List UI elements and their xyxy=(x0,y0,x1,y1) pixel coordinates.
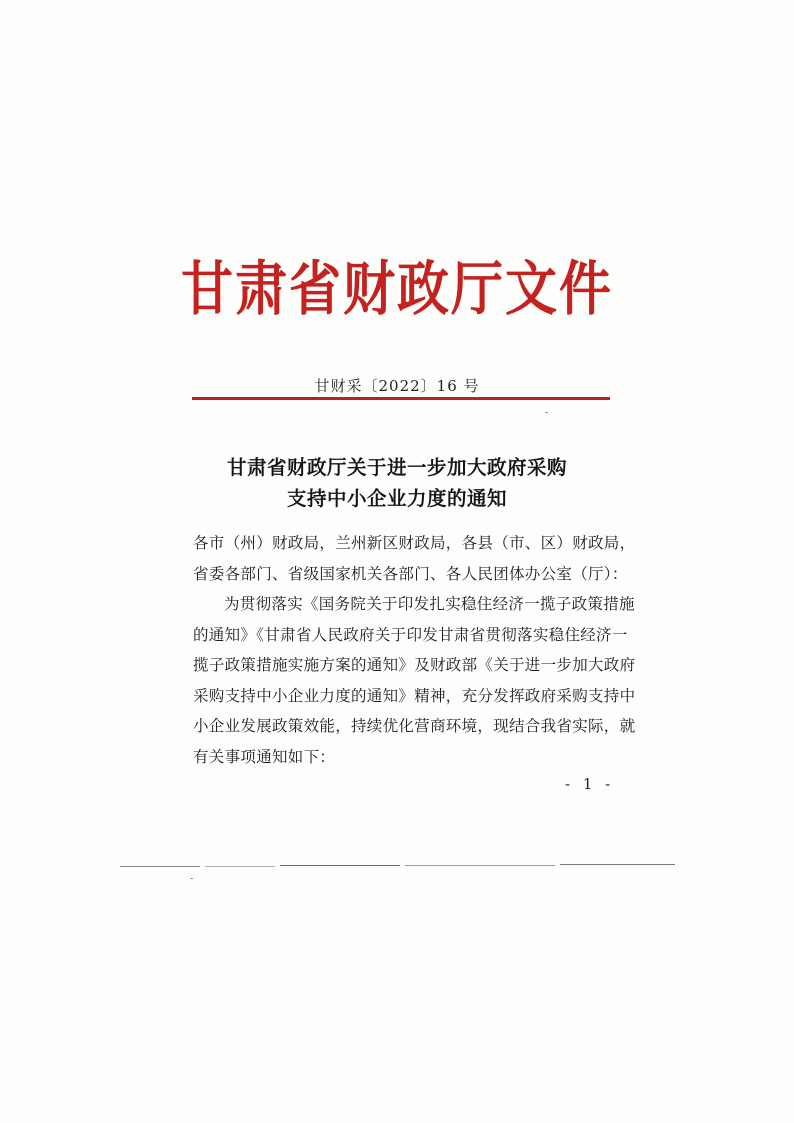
scan-edge-line xyxy=(405,865,555,866)
document-number: 甘财采〔2022〕16 号 xyxy=(314,377,480,395)
body-line-1: 为贯彻落实《国务院关于印发扎实稳住经济一揽子政策措施 xyxy=(224,595,635,613)
scan-edge-line xyxy=(120,866,200,867)
scan-edge-line xyxy=(205,866,275,867)
page-number: - 1 - xyxy=(565,775,615,793)
scan-speck xyxy=(545,412,548,413)
body-line-5: 小企业发展政策效能，持续优化营商环境，现结合我省实际，就 xyxy=(193,717,636,735)
red-divider-rule xyxy=(192,397,610,400)
scan-edge-line xyxy=(560,864,675,865)
body-line-2: 的通知》《甘肃省人民政府关于印发甘肃省贯彻落实稳住经济一 xyxy=(193,625,628,644)
masthead-title: 甘肃省财政厅文件 xyxy=(180,255,613,324)
notice-title-line-1: 甘肃省财政厅关于进一步加大政府采购 xyxy=(226,456,567,479)
body-line-4: 采购支持中小企业力度的通知》精神，充分发挥政府采购支持中 xyxy=(193,686,636,705)
recipients-line-2: 省委各部门、省级国家机关各部门、各人民团体办公室（厅）： xyxy=(193,564,628,583)
recipients-line-1: 各市（州）财政局，兰州新区财政局，各县（市、区）财政局， xyxy=(193,534,636,552)
body-line-3: 揽子政策措施实施方案的通知》及财政部《关于进一步加大政府 xyxy=(193,656,636,674)
notice-title-line-2: 支持中小企业力度的通知 xyxy=(286,487,507,510)
notice-title xyxy=(0,452,794,514)
body-line-6: 有关事项通知如下： xyxy=(193,747,336,766)
scan-speck xyxy=(190,878,193,879)
notice-body xyxy=(193,528,636,772)
scan-edge-line xyxy=(280,865,400,866)
